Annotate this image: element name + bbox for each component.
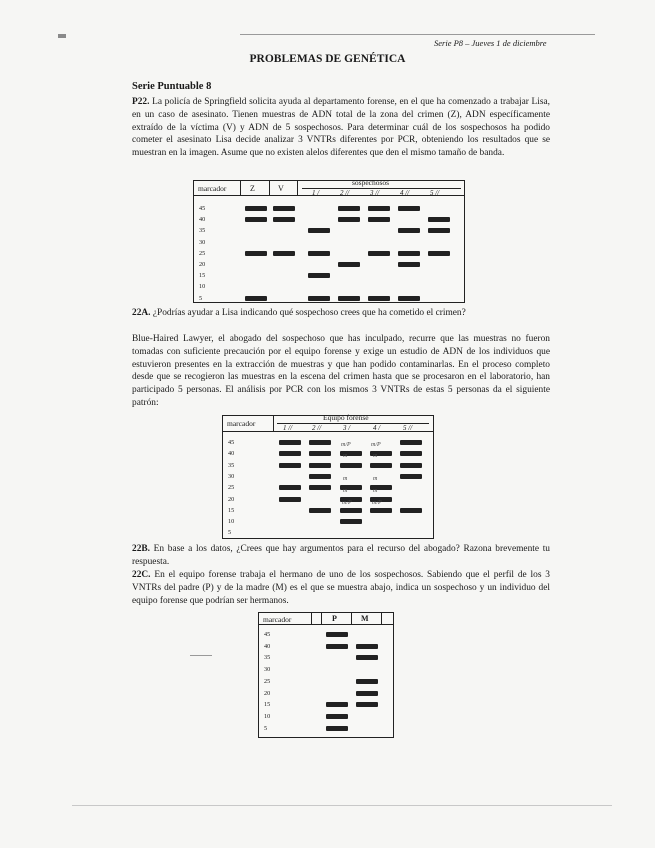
p22-label: P22. xyxy=(132,97,150,107)
gel-band xyxy=(279,485,301,490)
gel-band xyxy=(398,228,420,233)
gel-band xyxy=(340,508,362,513)
gel2-lane-f4: 4 / xyxy=(373,424,381,432)
gel-band xyxy=(338,217,360,222)
question-22c xyxy=(132,569,550,607)
series-header: Serie P8 – Jueves 1 de diciembre xyxy=(434,38,547,48)
marker-tick-5: 5 xyxy=(264,724,268,732)
marker-tick-20: 20 xyxy=(264,689,271,697)
gel-band xyxy=(398,262,420,267)
handwritten-note: m xyxy=(373,453,378,459)
gel-band xyxy=(245,251,267,256)
marker-tick-25: 25 xyxy=(228,484,235,492)
gel-band xyxy=(400,451,422,456)
marker-tick-25: 25 xyxy=(199,249,206,257)
gel-band xyxy=(245,296,267,301)
marker-tick-30: 30 xyxy=(228,472,235,480)
handwritten-note: m xyxy=(343,488,348,494)
gel-band xyxy=(326,632,348,637)
gel2-lane-f2: 2 // xyxy=(312,424,322,432)
gel3-marker-header: marcador xyxy=(263,615,292,624)
gel1-lane-s5: 5 // xyxy=(430,189,440,197)
gel-band xyxy=(279,463,301,468)
gel1-lane-s4: 4 // xyxy=(400,189,410,197)
gel3-lane-m: M xyxy=(361,614,369,623)
gel-band xyxy=(309,463,331,468)
gel-band xyxy=(308,273,330,278)
lawyer-text: Blue-Haired Lawyer, el abogado del sospechoso que has inculpado, recurre que las muestras no fueron tomadas con suficiente precaución por el equipo forense y exige un estudio de ADN de los individuos que estuvieron presentes en la extracción de muestras y que han podido contaminarlas. En el proceso completo desde que se recogieron las muestras en la escena del crimen hasta que se procesaron en el laboratorio, han participado 5 personas. El análisis por PCR con los mismos 3 VNTRs de estas 5 personas da el siguiente patrón: xyxy=(132,334,550,408)
gel-band xyxy=(356,679,378,684)
handwritten-note: m/P xyxy=(372,500,382,506)
gel-band xyxy=(400,440,422,445)
marker-tick-45: 45 xyxy=(264,631,271,638)
gel1-lane-s2: 2 // xyxy=(340,189,350,197)
marker-tick-35: 35 xyxy=(228,461,235,469)
gel-band xyxy=(309,485,331,490)
q22a-text: ¿Podrías ayudar a Lisa indicando qué sospechoso crees que ha cometido el crimen? xyxy=(152,308,466,318)
gel-band xyxy=(308,296,330,301)
lawyer-paragraph xyxy=(132,333,550,410)
handwritten-note: m xyxy=(343,476,348,482)
gel1-header-rule xyxy=(194,195,464,196)
problem-p22 xyxy=(132,96,550,160)
gel1-lane-s3: 3 // xyxy=(370,189,380,197)
gel-band xyxy=(428,228,450,233)
marker-tick-35: 35 xyxy=(264,654,271,662)
scan-speck xyxy=(58,34,66,38)
gel-band xyxy=(273,217,295,222)
gel-band xyxy=(338,296,360,301)
gel-band xyxy=(273,251,295,256)
gel-band xyxy=(368,251,390,256)
marker-tick-40: 40 xyxy=(228,450,235,458)
gel-band xyxy=(340,519,362,524)
gel1-lane-s1: 1 / xyxy=(312,189,320,197)
marker-tick-20: 20 xyxy=(199,261,206,268)
gel-band xyxy=(338,262,360,267)
q22c-text: En el equipo forense trabaja el hermano de uno de los sospechosos. Sabiendo que el perfil de los 3 VNTRs del padre (P) y de la madre (M) es el que se muestra abajo, indica un sospechoso y un individuo del equipo forense que podrían ser hermanos. xyxy=(132,570,550,606)
gel-band xyxy=(309,508,331,513)
gel1-lane-v: V xyxy=(278,184,284,193)
marker-tick-10: 10 xyxy=(199,283,206,291)
gel-band xyxy=(370,508,392,513)
gel-suspects xyxy=(193,180,465,303)
gel-band xyxy=(370,463,392,468)
gel-band xyxy=(279,497,301,502)
marker-tick-10: 10 xyxy=(228,518,235,526)
gel-band xyxy=(273,206,295,211)
gel-band xyxy=(309,440,331,445)
handwritten-note: m xyxy=(373,476,378,482)
handwritten-note: m xyxy=(373,488,378,494)
gel-band xyxy=(326,714,348,719)
marker-tick-45: 45 xyxy=(199,205,206,212)
header-rule xyxy=(240,34,595,35)
q22b-text: En base a los datos, ¿Crees que hay argumentos para el recurso del abogado? Razona brevemente tu respuesta. xyxy=(132,544,550,567)
gel3-divider xyxy=(381,613,382,624)
marker-tick-20: 20 xyxy=(228,495,235,503)
marker-tick-5: 5 xyxy=(199,294,203,302)
marker-tick-30: 30 xyxy=(199,238,206,246)
marker-tick-10: 10 xyxy=(264,712,271,720)
gel2-header-rule xyxy=(223,431,433,432)
gel-band xyxy=(245,217,267,222)
gel-band xyxy=(368,217,390,222)
gel-band xyxy=(245,206,267,211)
gel3-header-rule xyxy=(259,624,393,625)
gel-band xyxy=(428,217,450,222)
gel2-lane-f3: 3 / xyxy=(343,424,351,432)
marker-tick-35: 35 xyxy=(199,227,206,235)
gel-band xyxy=(338,206,360,211)
q22b-label: 22B. xyxy=(132,544,150,554)
gel-band xyxy=(326,644,348,649)
gel2-group-header: Equipo forense xyxy=(323,413,369,422)
gel-band xyxy=(340,463,362,468)
handwritten-note: m xyxy=(343,453,348,459)
gel3-divider xyxy=(321,613,322,624)
gel-band xyxy=(309,474,331,479)
gel2-marker-header: marcador xyxy=(227,419,256,428)
gel1-marker-header: marcador xyxy=(198,184,227,193)
gel2-lane-f5: 5 // xyxy=(403,424,413,432)
gel-band xyxy=(308,251,330,256)
marker-tick-15: 15 xyxy=(264,701,271,709)
handwritten-note: m/P xyxy=(371,442,381,448)
marker-tick-25: 25 xyxy=(264,677,271,685)
gel-band xyxy=(308,228,330,233)
gel-band xyxy=(279,440,301,445)
q22c-label: 22C. xyxy=(132,570,151,580)
gel-band xyxy=(368,206,390,211)
gel-band xyxy=(279,451,301,456)
question-22a xyxy=(132,307,550,320)
p22-text: La policía de Springfield solicita ayuda al departamento forense, en el que ha comenzado a trabajar Lisa, en un caso de asesinato. Tienen muestras de ADN total de la zona del crimen (Z), ADN específicamente extraído de la víctima (V) y ADN de 5 sospechosos. Para determinar cuál de los sospechosos ha podido cometer el asesinato Lisa decide analizar 3 VNTRs diferentes por PCR, obteniendo los resultados que se muestran en la imagen. Asume que no existen alelos diferentes que den el mismo tamaño de banda. xyxy=(132,97,550,159)
gel-parents xyxy=(258,612,394,738)
gel3-divider xyxy=(351,613,352,624)
gel3-divider xyxy=(311,613,312,624)
handwritten-note: m/P xyxy=(342,500,352,506)
gel-band xyxy=(398,206,420,211)
gel-band xyxy=(400,508,422,513)
q22a-label: 22A. xyxy=(132,308,151,318)
gel1-lane-z: Z xyxy=(250,184,255,193)
handwritten-note: m/P xyxy=(341,442,351,448)
gel-band xyxy=(326,702,348,707)
marker-tick-15: 15 xyxy=(228,506,235,514)
gel1-divider xyxy=(269,181,270,195)
gel-band xyxy=(398,251,420,256)
gel-band xyxy=(356,655,378,660)
gel-band xyxy=(356,702,378,707)
gel-band xyxy=(400,474,422,479)
gel2-lane-f1: 1 // xyxy=(283,424,293,432)
marker-tick-30: 30 xyxy=(264,666,271,674)
gel-band xyxy=(398,296,420,301)
gel3-lane-p: P xyxy=(332,614,337,623)
marker-tick-5: 5 xyxy=(228,529,232,537)
gel-band xyxy=(400,463,422,468)
margin-mark xyxy=(190,655,212,656)
gel-band xyxy=(356,691,378,696)
gel1-divider xyxy=(240,181,241,195)
marker-tick-15: 15 xyxy=(199,272,206,280)
marker-tick-40: 40 xyxy=(199,216,206,224)
bottom-rule xyxy=(72,805,612,806)
gel1-group-header: sospechosos xyxy=(352,178,390,187)
page-subtitle: Serie Puntuable 8 xyxy=(132,81,212,92)
gel1-divider xyxy=(297,181,298,195)
gel-forensic-team xyxy=(222,415,434,539)
page-title: PROBLEMAS DE GENÉTICA xyxy=(249,53,406,65)
question-22b xyxy=(132,543,550,569)
gel-band xyxy=(368,296,390,301)
gel-band xyxy=(326,726,348,731)
gel-band xyxy=(356,644,378,649)
marker-tick-40: 40 xyxy=(264,642,271,650)
gel-band xyxy=(428,251,450,256)
gel2-divider xyxy=(273,416,274,431)
marker-tick-45: 45 xyxy=(228,439,235,446)
gel-band xyxy=(309,451,331,456)
